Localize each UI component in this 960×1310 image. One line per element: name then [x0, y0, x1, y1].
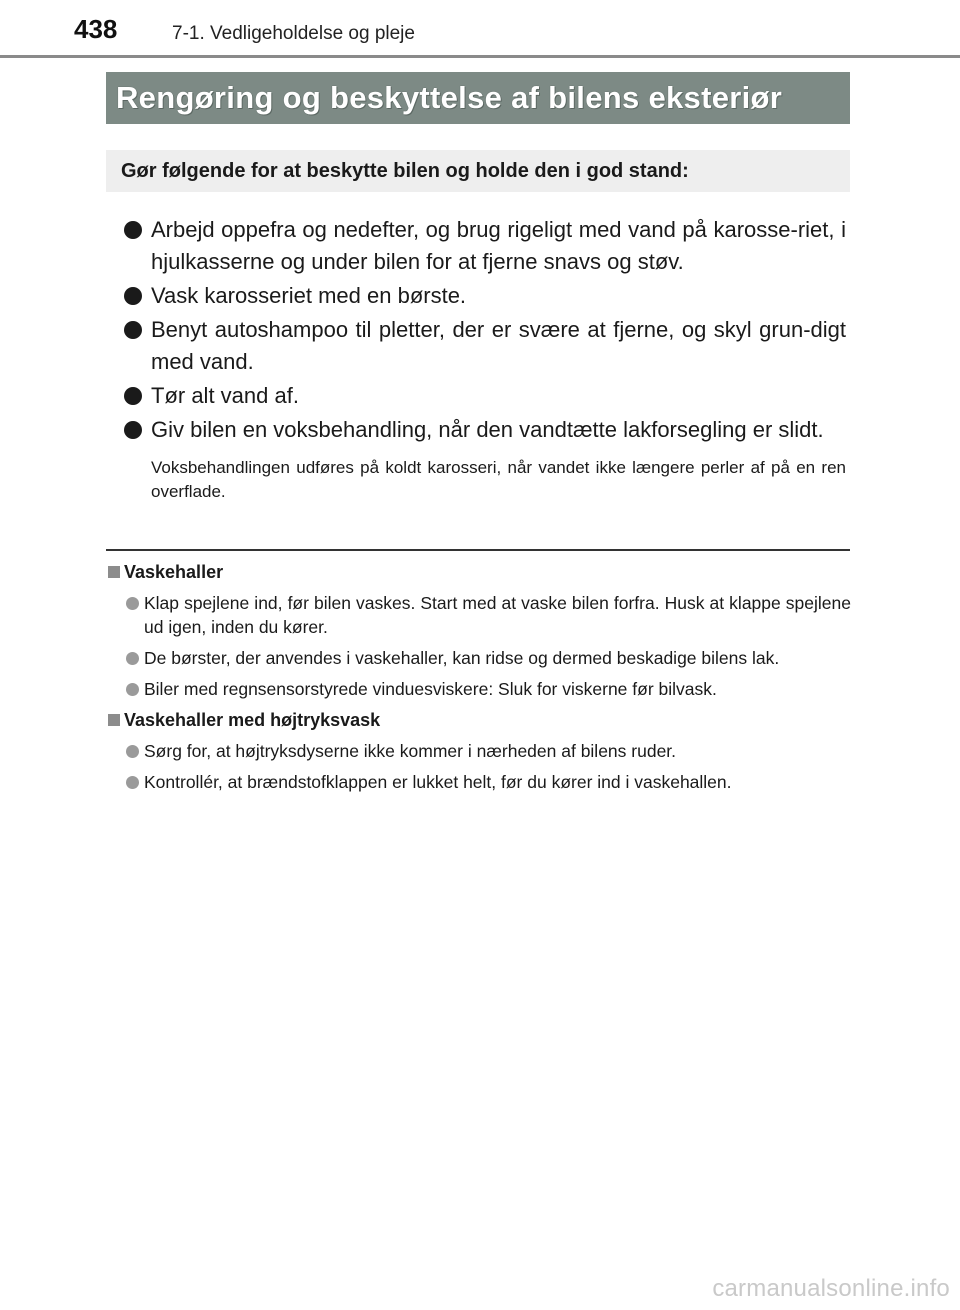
bullet-icon: [126, 597, 139, 610]
note-item-text: Klap spejlene ind, før bilen vaskes. Start med at vaske bilen forfra. Husk at klappe spejlene ud igen, inden du kører.: [144, 593, 851, 637]
section-breadcrumb: 7-1. Vedligeholdelse og pleje: [172, 23, 415, 44]
bullet-icon: [124, 421, 142, 439]
watermark: carmanualsonline.info: [712, 1275, 950, 1302]
list-item-text: Giv bilen en voksbehandling, når den vandtætte lakforsegling er slidt.: [151, 417, 824, 442]
note-item-text: De børster, der anvendes i vaskehaller, kan ridse og dermed beskadige bilens lak.: [144, 648, 780, 668]
bullet-icon: [124, 221, 142, 239]
list-item-text: Benyt autoshampoo til pletter, der er svære at fjerne, og skyl grun-digt med vand.: [151, 317, 846, 374]
list-item-text: Arbejd oppefra og nedefter, og brug rigeligt med vand på karosse-riet, i hjulkasserne og under bilen for at fjerne snavs og støv.: [151, 217, 846, 274]
notes-section: [106, 560, 851, 794]
bullet-icon: [124, 287, 142, 305]
note-heading: [106, 560, 851, 584]
list-item: [124, 280, 846, 312]
note-item: [106, 591, 851, 639]
intro-box: [106, 150, 850, 192]
note-item-text: Kontrollér, at brændstofklappen er lukket helt, før du kører ind i vaskehallen.: [144, 772, 732, 792]
list-item: [124, 414, 846, 446]
intro-text: Gør følgende for at beskytte bilen og holde den i god stand:: [121, 159, 689, 182]
note-item-text: Biler med regnsensorstyrede vinduesviskere: Sluk for viskerne før bilvask.: [144, 679, 717, 699]
list-item-text: Vask karosseriet med en børste.: [151, 283, 467, 308]
list-item-text: Tør alt vand af.: [151, 383, 299, 408]
title-banner: [106, 72, 850, 124]
list-item: [124, 314, 846, 378]
list-item: [124, 214, 846, 278]
note-item: [106, 739, 851, 763]
square-bullet-icon: [108, 714, 120, 726]
section-divider: [106, 549, 850, 551]
bullet-icon: [126, 683, 139, 696]
bullet-icon: [126, 745, 139, 758]
note-item: [106, 770, 851, 794]
note-heading-text: Vaskehaller med højtryksvask: [124, 710, 381, 730]
note-item-text: Sørg for, at højtryksdyserne ikke kommer i nærheden af bilens ruder.: [144, 741, 677, 761]
note-heading-text: Vaskehaller: [124, 562, 224, 582]
note-item: [106, 677, 851, 701]
bullet-icon: [124, 321, 142, 339]
bullet-note: Voksbehandlingen udføres på koldt karosseri, når vandet ikke længere perler af på en ren overflade.: [151, 458, 846, 501]
note-heading: [106, 708, 851, 732]
page-title: Rengøring og beskyttelse af bilens eksteriør: [116, 80, 783, 115]
bullet-icon: [126, 652, 139, 665]
bullet-icon: [126, 776, 139, 789]
square-bullet-icon: [108, 566, 120, 578]
bullet-icon: [124, 387, 142, 405]
instruction-list: [124, 214, 846, 504]
header-divider: [0, 55, 960, 58]
page-number: 438: [74, 14, 118, 44]
note-item: [106, 646, 851, 670]
list-item: [124, 380, 846, 412]
